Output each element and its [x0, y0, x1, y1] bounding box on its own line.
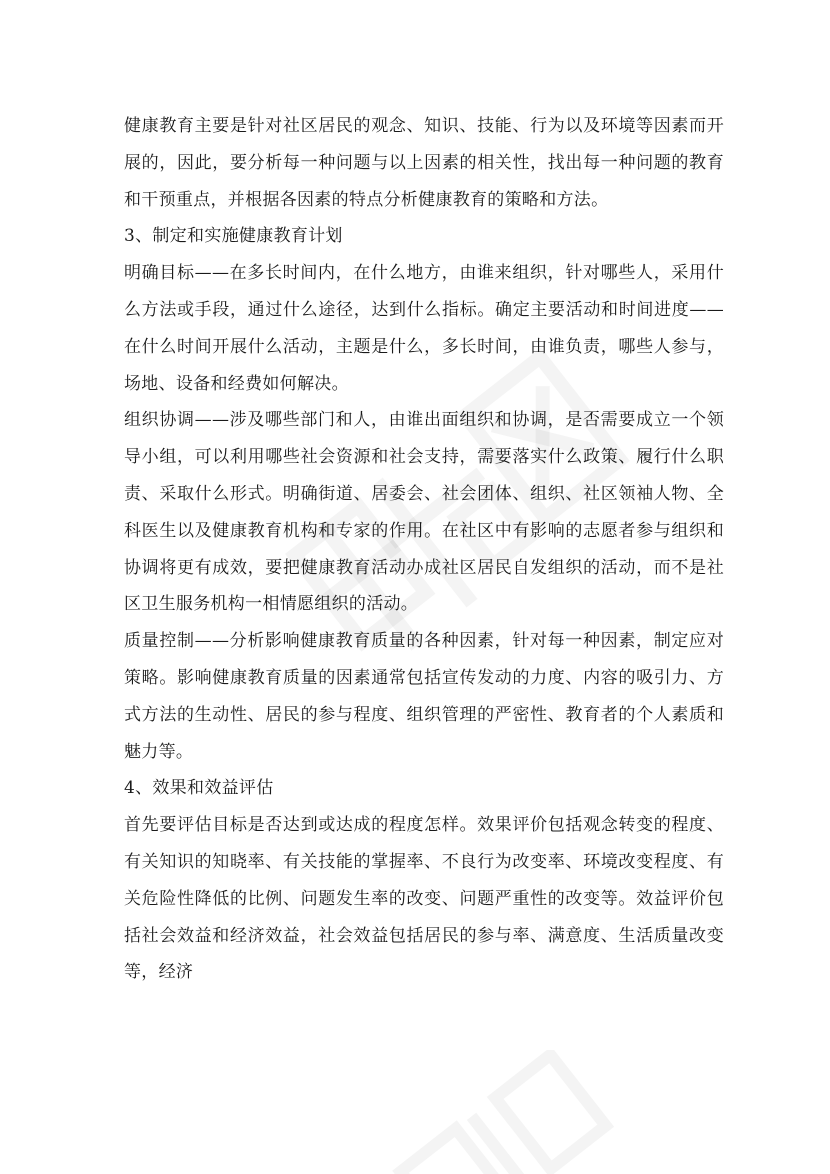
section-heading-plan: 3、制定和实施健康教育计划	[124, 226, 343, 247]
document-page	[124, 108, 724, 991]
watermark-graphic-bottom	[360, 1050, 620, 1174]
section-heading-evaluation: 4、效果和效益评估	[124, 778, 274, 799]
paragraph-coordination: 组织协调——涉及哪些部门和人，由谁出面组织和协调，是否需要成立一个领导小组，可以利用哪些社会资源和社会支持，需要落实什么政策、履行什么职责、采取什么形式。明确街道、居委会、社会团体、组织、社区领袖人物、全科医生以及健康教育机构和专家的作用。在社区中有影响的志愿者参与组织和协调将更有成效，要把健康教育活动办成社区居民自发组织的活动，而不是社区卫生服务机构一相情愿组织的活动。	[124, 410, 724, 615]
paragraph-goals: 明确目标——在多长时间内，在什么地方，由谁来组织，针对哪些人，采用什么方法或手段，通过什么途径，达到什么指标。确定主要活动和时间进度——在什么时间开展什么活动，主题是什么，多长时间，由谁负责，哪些人参与，场地、设备和经费如何解决。	[124, 263, 724, 394]
paragraph-intro: 健康教育主要是针对社区居民的观念、知识、技能、行为以及环境等因素而开展的，因此，要分析每一种问题与以上因素的相关性，找出每一种问题的教育和干预重点，并根据各因素的特点分析健康教育的策略和方法。	[124, 116, 724, 210]
paragraph-evaluation: 首先要评估目标是否达到或达成的程度怎样。效果评价包括观念转变的程度、有关知识的知晓率、有关技能的掌握率、不良行为改变率、环境改变程度、有关危险性降低的比例、问题发生率的改变、问题严重性的改变等。效益评价包括社会效益和经济效益，社会效益包括居民的参与率、满意度、生活质量改变等，经济	[124, 815, 724, 983]
paragraph-quality-control: 质量控制——分析影响健康教育质量的各种因素，针对每一种因素，制定应对策略。影响健康教育质量的因素通常包括宣传发动的力度、内容的吸引力、方式方法的生动性、居民的参与程度、组织管理的严密性、教育者的个人素质和魅力等。	[124, 631, 724, 762]
